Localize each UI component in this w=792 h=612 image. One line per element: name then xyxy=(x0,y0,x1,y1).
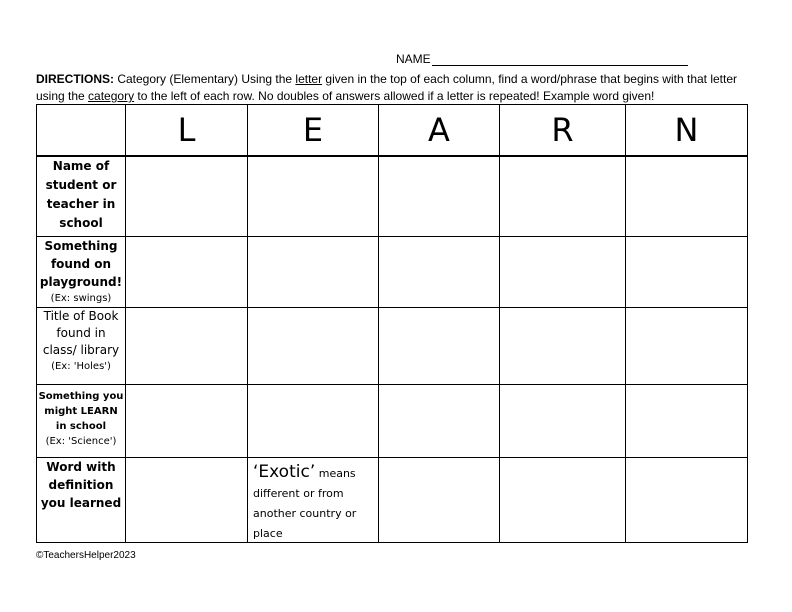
table-row xyxy=(37,457,748,542)
category-line: found on xyxy=(50,256,112,271)
category-line: Something xyxy=(44,238,118,253)
category-line: school xyxy=(59,216,103,230)
answer-cell[interactable] xyxy=(626,457,748,542)
answer-cell[interactable] xyxy=(126,236,248,307)
directions-part1: Category (Elementary) Using the xyxy=(114,72,296,86)
example-answer-cell xyxy=(248,457,379,542)
answer-cell[interactable] xyxy=(248,384,379,457)
letter-header-r: R xyxy=(500,105,626,157)
category-line: student or xyxy=(45,178,117,192)
directions-underlined-category: category xyxy=(88,89,135,103)
answer-cell[interactable] xyxy=(626,384,748,457)
category-learn-in-school xyxy=(37,384,126,457)
category-line: definition xyxy=(48,477,114,492)
name-field xyxy=(396,52,688,66)
answer-cell[interactable] xyxy=(248,156,379,236)
directions-underlined-letter: letter xyxy=(295,72,323,86)
directions-lead: DIRECTIONS: xyxy=(36,72,114,86)
copyright-footer: ©TeachersHelper2023 xyxy=(36,550,136,561)
category-line: Name of xyxy=(52,159,110,173)
answer-cell[interactable] xyxy=(379,457,500,542)
answer-cell[interactable] xyxy=(500,156,626,236)
category-book-title xyxy=(37,307,126,384)
category-line: might LEARN xyxy=(44,405,118,417)
answer-cell[interactable] xyxy=(500,307,626,384)
name-blank-line[interactable] xyxy=(432,53,688,66)
example-definition-inline: means xyxy=(315,466,356,480)
answer-cell[interactable] xyxy=(626,156,748,236)
corner-cell xyxy=(37,105,126,157)
answer-cell[interactable] xyxy=(626,307,748,384)
directions-text xyxy=(36,71,760,105)
answer-cell[interactable] xyxy=(500,457,626,542)
learn-grid xyxy=(36,104,748,543)
example-word: ‘Exotic’ xyxy=(253,461,316,482)
table-row xyxy=(37,307,748,384)
answer-cell[interactable] xyxy=(626,236,748,307)
letter-header-n: N xyxy=(626,105,748,157)
answer-cell[interactable] xyxy=(379,236,500,307)
answer-cell[interactable] xyxy=(126,307,248,384)
table-row xyxy=(37,236,748,307)
table-row xyxy=(37,156,748,236)
category-playground xyxy=(37,236,126,307)
answer-cell[interactable] xyxy=(248,236,379,307)
answer-cell[interactable] xyxy=(126,156,248,236)
category-name-of-student xyxy=(37,156,126,236)
category-line: Word with xyxy=(46,459,116,474)
letter-header-a: A xyxy=(379,105,500,157)
answer-cell[interactable] xyxy=(379,384,500,457)
answer-cell[interactable] xyxy=(379,156,500,236)
answer-cell[interactable] xyxy=(126,384,248,457)
category-line: playground! xyxy=(39,274,123,289)
example-definition: different or from another country or place xyxy=(253,486,357,540)
category-line: Title of Book xyxy=(43,308,119,323)
category-line: in school xyxy=(55,420,107,432)
category-word-definition xyxy=(37,457,126,542)
category-line: class/ library xyxy=(42,342,120,357)
category-example: (Ex: swings) xyxy=(50,292,112,304)
answer-cell[interactable] xyxy=(126,457,248,542)
directions-part2: given in the top of each column, find a word/phrase that begins with that letter using the xyxy=(36,72,738,103)
answer-cell[interactable] xyxy=(500,236,626,307)
letter-header-e: E xyxy=(248,105,379,157)
directions-part3: to the left of each row. No doubles of answers allowed if a letter is repeated! Example word given! xyxy=(134,89,655,103)
answer-cell[interactable] xyxy=(500,384,626,457)
category-example: (Ex: 'Holes') xyxy=(51,360,111,372)
category-example: (Ex: 'Science') xyxy=(45,435,117,447)
answer-cell[interactable] xyxy=(379,307,500,384)
letter-header-l: L xyxy=(126,105,248,157)
answer-cell[interactable] xyxy=(248,307,379,384)
category-line: found in xyxy=(56,325,106,340)
category-line: Something you xyxy=(38,390,124,402)
table-row xyxy=(37,384,748,457)
category-line: teacher in xyxy=(46,197,116,211)
name-label: NAME xyxy=(396,52,431,66)
header-row xyxy=(37,105,748,157)
category-line: you learned xyxy=(40,495,122,510)
